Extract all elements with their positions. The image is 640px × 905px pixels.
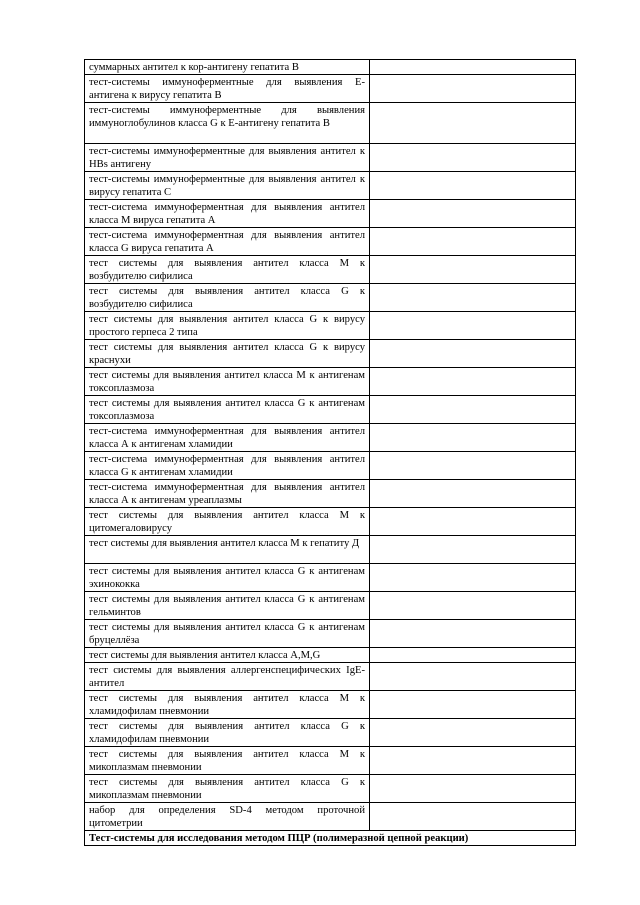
table-row bbox=[85, 620, 576, 648]
value-cell bbox=[370, 719, 576, 747]
table-row bbox=[85, 424, 576, 452]
value-cell bbox=[370, 508, 576, 536]
item-name-cell: тест системы для выявления антител класса М к микоплазмам пневмонии bbox=[85, 747, 370, 775]
table-row bbox=[85, 368, 576, 396]
table-row bbox=[85, 663, 576, 691]
table-row bbox=[85, 536, 576, 564]
section-heading: Тест-системы для исследования методом ПЦР (полимеразной цепной реакции) bbox=[85, 831, 576, 846]
item-name-cell: суммарных антител к кор-антигену гепатита В bbox=[85, 60, 370, 75]
value-cell bbox=[370, 663, 576, 691]
item-name-cell: тест-системы иммуноферментные для выявления иммуноглобулинов класса G к Е-антигену гепатита В bbox=[85, 103, 370, 144]
value-cell bbox=[370, 648, 576, 663]
table-row bbox=[85, 340, 576, 368]
table-row bbox=[85, 256, 576, 284]
item-name-cell: тест системы для выявления антител класса G к антигенам бруцеллёза bbox=[85, 620, 370, 648]
value-cell bbox=[370, 620, 576, 648]
value-cell bbox=[370, 144, 576, 172]
value-cell bbox=[370, 424, 576, 452]
value-cell bbox=[370, 228, 576, 256]
value-cell bbox=[370, 592, 576, 620]
section-heading-row bbox=[85, 831, 576, 846]
table-row bbox=[85, 75, 576, 103]
item-name-cell: тест-система иммуноферментная для выявления антител класса G вируса гепатита А bbox=[85, 228, 370, 256]
value-cell bbox=[370, 803, 576, 831]
item-name-cell: тест системы для выявления антител класса А,М,G bbox=[85, 648, 370, 663]
value-cell bbox=[370, 396, 576, 424]
value-cell bbox=[370, 564, 576, 592]
table-row bbox=[85, 144, 576, 172]
table-row bbox=[85, 803, 576, 831]
table-row bbox=[85, 312, 576, 340]
item-name-cell: тест-система иммуноферментная для выявления антител класса А к антигенам уреаплазмы bbox=[85, 480, 370, 508]
item-name-cell: тест системы для выявления антител класса G к возбудителю сифилиса bbox=[85, 284, 370, 312]
item-name-cell: тест системы для выявления аллергенспецифических IgE-антител bbox=[85, 663, 370, 691]
table-row bbox=[85, 691, 576, 719]
value-cell bbox=[370, 60, 576, 75]
table-row bbox=[85, 648, 576, 663]
item-name-cell: тест-система иммуноферментная для выявления антител класса G к антигенам хламидии bbox=[85, 452, 370, 480]
value-cell bbox=[370, 75, 576, 103]
value-cell bbox=[370, 340, 576, 368]
table-row bbox=[85, 775, 576, 803]
value-cell bbox=[370, 536, 576, 564]
item-name-cell: тест системы для выявления антител класса G к антигенам гельминтов bbox=[85, 592, 370, 620]
value-cell bbox=[370, 256, 576, 284]
item-name-cell: набор для определения SD-4 методом проточной цитометрии bbox=[85, 803, 370, 831]
value-cell bbox=[370, 480, 576, 508]
value-cell bbox=[370, 368, 576, 396]
value-cell bbox=[370, 103, 576, 144]
table-row bbox=[85, 747, 576, 775]
table-row bbox=[85, 592, 576, 620]
table-row bbox=[85, 480, 576, 508]
item-name-cell: тест системы для выявления антител класса G к вирусу краснухи bbox=[85, 340, 370, 368]
item-name-cell: тест системы для выявления антител класса М к возбудителю сифилиса bbox=[85, 256, 370, 284]
item-name-cell: тест системы для выявления антител класса М к антигенам токсоплазмоза bbox=[85, 368, 370, 396]
table-row bbox=[85, 719, 576, 747]
item-name-cell: тест системы для выявления антител класса М к хламидофилам пневмонии bbox=[85, 691, 370, 719]
item-name-cell: тест системы для выявления антител класса G к антигенам токсоплазмоза bbox=[85, 396, 370, 424]
table-row bbox=[85, 228, 576, 256]
value-cell bbox=[370, 452, 576, 480]
item-name-cell: тест-система иммуноферментная для выявления антител класса М вируса гепатита А bbox=[85, 200, 370, 228]
table-row bbox=[85, 200, 576, 228]
item-name-cell: тест системы для выявления антител класса М к цитомегаловирусу bbox=[85, 508, 370, 536]
item-name-cell: тест системы для выявления антител класса G к микоплазмам пневмонии bbox=[85, 775, 370, 803]
table-row bbox=[85, 284, 576, 312]
item-name-cell: тест-система иммуноферментная для выявления антител класса А к антигенам хламидии bbox=[85, 424, 370, 452]
table-row bbox=[85, 103, 576, 144]
table-row bbox=[85, 564, 576, 592]
value-cell bbox=[370, 200, 576, 228]
supplies-table bbox=[84, 59, 576, 846]
item-name-cell: тест-системы иммуноферментные для выявления Е-антигена к вирусу гепатита В bbox=[85, 75, 370, 103]
value-cell bbox=[370, 747, 576, 775]
table-row bbox=[85, 60, 576, 75]
item-name-cell: тест-системы иммуноферментные для выявления антител к HBs антигену bbox=[85, 144, 370, 172]
value-cell bbox=[370, 312, 576, 340]
item-name-cell: тест-системы иммуноферментные для выявления антител к вирусу гепатита С bbox=[85, 172, 370, 200]
value-cell bbox=[370, 172, 576, 200]
value-cell bbox=[370, 284, 576, 312]
value-cell bbox=[370, 775, 576, 803]
table-row bbox=[85, 172, 576, 200]
item-name-cell: тест системы для выявления антител класса G к вирусу простого герпеса 2 типа bbox=[85, 312, 370, 340]
item-name-cell: тест системы для выявления антител класса G к антигенам эхинококка bbox=[85, 564, 370, 592]
item-name-cell: тест системы для выявления антител класса М к гепатиту Д bbox=[85, 536, 370, 564]
value-cell bbox=[370, 691, 576, 719]
table-row bbox=[85, 452, 576, 480]
table-row bbox=[85, 508, 576, 536]
item-name-cell: тест системы для выявления антител класса G к хламидофилам пневмонии bbox=[85, 719, 370, 747]
table-row bbox=[85, 396, 576, 424]
